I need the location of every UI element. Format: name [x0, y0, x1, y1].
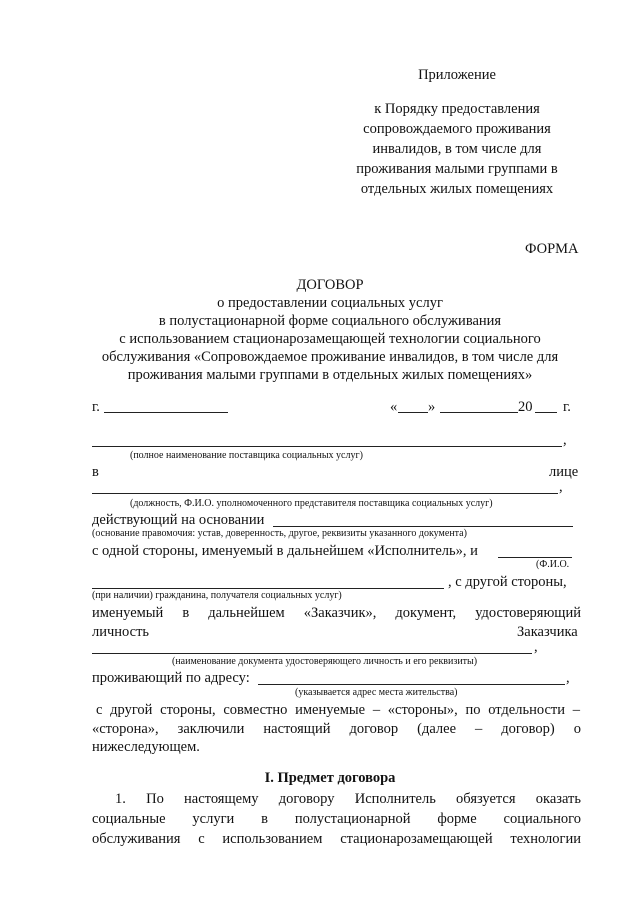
- comma: ,: [559, 479, 563, 495]
- agreement-line: [96, 703, 580, 718]
- contract-subtitle-line: с использованием стационарозамещающей технологии социального: [119, 331, 541, 347]
- provider-blank: [92, 446, 562, 447]
- word: по: [465, 702, 481, 718]
- basis-note: (основание правомочия: устав, доверенность, другое, реквизиты указанного документа): [92, 528, 467, 539]
- representative-blank: [92, 493, 558, 494]
- word: Исполнитель: [354, 791, 436, 807]
- appendix-line: сопровождаемого проживания: [363, 121, 551, 137]
- appendix-line: к Порядку предоставления: [374, 101, 540, 117]
- section-paragraph-line: [92, 832, 581, 847]
- agreement-line: нижеследующем.: [92, 739, 200, 755]
- word: другой: [110, 702, 153, 718]
- word: социальные: [92, 811, 166, 827]
- word: «стороны»,: [387, 702, 458, 718]
- word: отдельности: [488, 702, 565, 718]
- contract-subtitle-line: в полустационарной форме социального обслуживания: [158, 313, 502, 329]
- word: документ,: [395, 605, 457, 621]
- provider-note: (полное наименование поставщика социальных услуг): [130, 450, 363, 461]
- contract-subtitle-line: проживания малыми группами в отдельных жилых помещениях»: [127, 367, 533, 383]
- word: настоящий: [263, 721, 331, 737]
- word: о: [573, 721, 581, 737]
- section-paragraph-line: [115, 792, 581, 807]
- word: с: [96, 702, 103, 718]
- word: –: [572, 702, 580, 718]
- address-blank: [258, 684, 565, 685]
- comma: ,: [563, 432, 567, 448]
- word: стационарозамещающей: [340, 831, 493, 847]
- word: в: [261, 811, 268, 827]
- in-word: в: [92, 464, 99, 480]
- word: договор): [501, 721, 555, 737]
- citizen-note: (при наличии) гражданина, получателя социальных услуг): [92, 590, 342, 601]
- word: социального: [503, 811, 581, 827]
- agreement-line: [92, 722, 581, 737]
- city-blank: [104, 412, 228, 413]
- fio-blank: [498, 557, 572, 558]
- one-side-text: с одной стороны, именуемый в дальнейшем «Исполнитель», и: [92, 543, 478, 559]
- word: По: [146, 791, 164, 807]
- quote-close: »: [428, 399, 436, 415]
- appendix-title: Приложение: [418, 67, 496, 83]
- word: заключили: [177, 721, 245, 737]
- word: именуемые: [295, 702, 366, 718]
- word: именуемый: [92, 605, 164, 621]
- customer-line: [92, 606, 581, 621]
- word: технологии: [510, 831, 581, 847]
- word: «Заказчик»,: [303, 605, 377, 621]
- word: в: [182, 605, 190, 621]
- word: –: [372, 702, 381, 718]
- word: форме: [437, 811, 477, 827]
- quote-open: «: [390, 399, 398, 415]
- comma: ,: [534, 639, 538, 655]
- citizen-blank: [92, 588, 444, 589]
- word: совместно: [223, 702, 288, 718]
- word: оказать: [535, 791, 581, 807]
- contract-title: ДОГОВОР: [296, 277, 364, 293]
- contract-subtitle-line: обслуживания «Сопровождаемое проживание инвалидов, в том числе для: [101, 349, 559, 365]
- word: «сторона»,: [92, 721, 159, 737]
- word: услуги: [192, 811, 235, 827]
- word: (далее: [417, 721, 457, 737]
- document-note: (наименование документа удостоверяющего личность и его реквизиты): [172, 656, 478, 667]
- document-blank: [92, 653, 532, 654]
- residing-text: проживающий по адресу:: [92, 670, 250, 686]
- appendix-line: инвалидов, в том числе для: [372, 141, 542, 157]
- section-paragraph-line: [92, 812, 581, 827]
- year-suffix: г.: [563, 399, 571, 415]
- comma: ,: [566, 670, 570, 686]
- word: использованием: [222, 831, 323, 847]
- other-side-text: , с другой стороны,: [448, 574, 567, 590]
- month-blank: [440, 412, 518, 413]
- acting-on-basis: действующий на основании: [92, 512, 265, 528]
- word: полустационарной: [294, 811, 411, 827]
- word: договору: [278, 791, 335, 807]
- day-blank: [398, 412, 428, 413]
- word: настоящему: [184, 791, 259, 807]
- section-title: I. Предмет договора: [264, 770, 396, 786]
- basis-blank: [273, 526, 573, 527]
- form-label: ФОРМА: [525, 241, 579, 257]
- word: обязуется: [456, 791, 516, 807]
- word: договор: [349, 721, 399, 737]
- appendix-line: отдельных жилых помещениях: [360, 181, 554, 197]
- year-prefix: 20: [518, 399, 533, 415]
- city-prefix: г.: [92, 399, 100, 415]
- identity-left: личность: [92, 624, 150, 640]
- contract-subtitle-line: о предоставлении социальных услуг: [217, 295, 443, 311]
- word: обслуживания: [92, 831, 181, 847]
- word: стороны,: [160, 702, 216, 718]
- year-blank: [535, 412, 557, 413]
- word: 1.: [115, 791, 126, 807]
- fio-note: (Ф.И.О.: [536, 559, 570, 570]
- identity-right: Заказчика: [517, 624, 578, 640]
- face-word: лице: [549, 464, 579, 480]
- word: дальнейшем: [208, 605, 285, 621]
- appendix-line: проживания малыми группами в: [356, 161, 558, 177]
- word: с: [198, 831, 205, 847]
- representative-note: (должность, Ф.И.О. уполномоченного представителя поставщика социальных услуг): [130, 498, 493, 509]
- word: –: [475, 721, 483, 737]
- word: удостоверяющий: [475, 605, 581, 621]
- address-note: (указывается адрес места жительства): [295, 687, 458, 698]
